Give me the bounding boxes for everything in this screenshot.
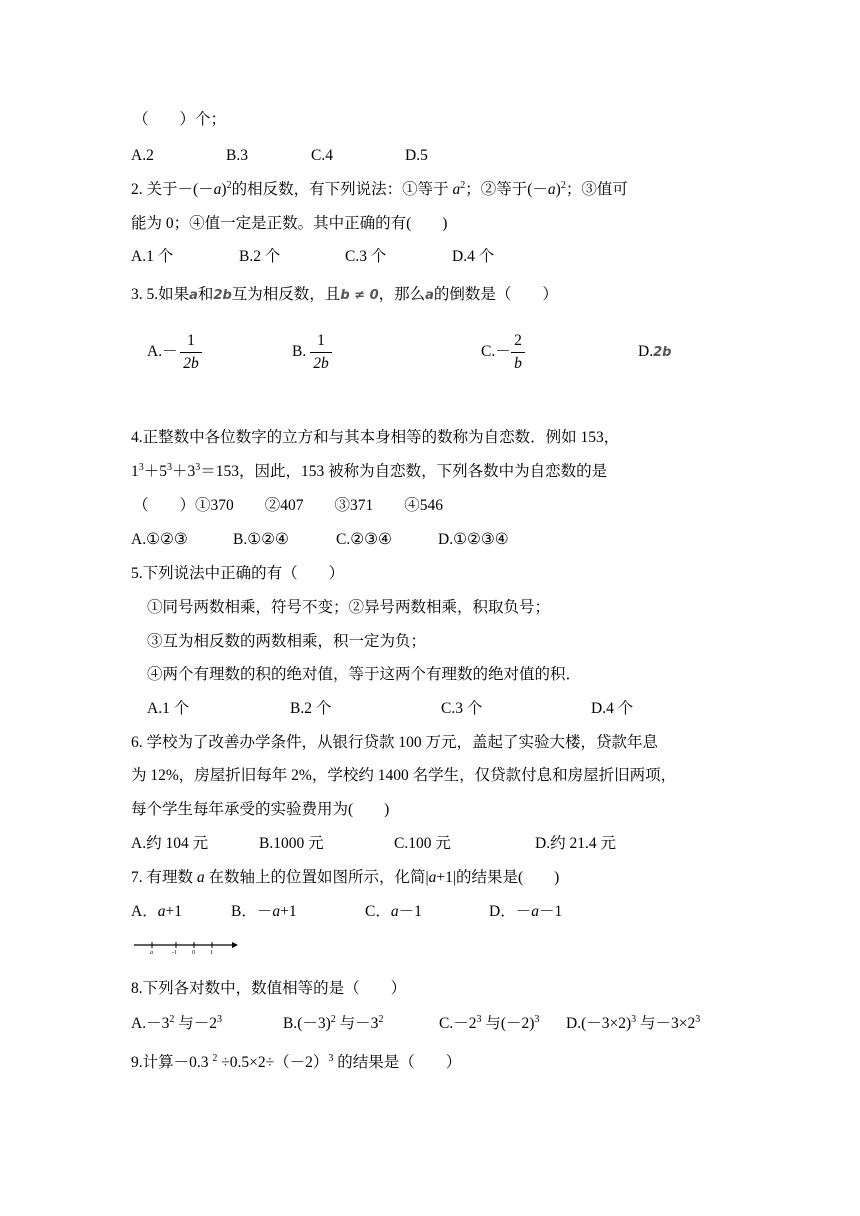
q6-option-c: C.100 元 [394,835,451,852]
q7-option-a: A．a+1 [131,903,182,920]
q4-stem-line2: $1^3+5^3+3^3=153$，因此，153 被称为自恋数，下列各数中为自恋数的是 [131,462,608,480]
q3-option-b-fraction: 1 2b [310,331,332,374]
q3-option-c-fraction: 2 b [511,331,525,374]
q4-stem-line1: 4.正整数中各位数字的立方和与其本身相等的数称为自恋数．例如 153， [131,429,620,446]
q1-option-d: D.5 [405,147,428,164]
q7-option-b: B．－a+1 [231,903,297,920]
q6-option-b: B.1000 元 [259,835,324,852]
q4-option-a: A.①②③ [131,531,188,548]
q2-stem-line1: 2. 关于$-(-a)^2$的相反数，有下列说法：①等于 $a^2$；②等于$(-a)^2$；③值可 [131,180,628,198]
q3-option-b-prefix: B. [292,343,307,360]
q6-stem-line3: 每个学生每年承受的实验费用为( ) [131,801,390,818]
q5-statement-4: ④两个有理数的积的绝对值，等于这两个有理数的绝对值的积． [147,666,582,683]
q3-stem: 3. 5.如果a和2b互为相反数，且b ≠ 0，那么a的倒数是（ ） [131,286,558,303]
q9-stem: 9.计算－0.3 $^2 \div 0.5\times 2\div(-2)^3$ 的结果是（ ） [131,1053,462,1071]
q4-option-d: D.①②③④ [438,531,509,548]
q3-option-a-prefix: A.－ [147,343,178,360]
q2-option-d: D.4 个 [452,248,495,265]
q7-option-d: D．－a－1 [489,903,563,920]
q1-option-b: B.3 [226,147,248,164]
q4-option-b: B.①②④ [233,531,289,548]
q2-stem-line2: 能为 0；④值一定是正数。其中正确的有( ) [131,215,448,232]
q6-stem-line1: 6. 学校为了改善办学条件，从银行贷款 100 万元，盖起了实验大楼，贷款年息 [131,734,659,751]
q6-option-a: A.约 104 元 [131,835,209,852]
q7-stem: 7. 有理数 a 在数轴上的位置如图所示，化简|a+1|的结果是( ) [131,869,560,886]
q4-stem-line3: （ ）①370 ②407 ③371 ④546 [133,497,444,514]
q7-option-c: C．a－1 [365,903,422,920]
label-a: a [150,950,153,956]
q5-option-b: B.2 个 [290,700,332,717]
q4-option-c: C.②③④ [336,531,392,548]
label-neg1: -1 [172,950,177,956]
label-1: 1 [210,950,213,956]
q2-option-c: C.3 个 [345,248,387,265]
q8-option-d: $D.(-3\times 2)^3$ 与$-3\times 2^3$ [566,1014,701,1032]
q5-statement-1-2: ①同号两数相乘，符号不变；②异号两数相乘，积取负号； [147,599,551,616]
q6-stem-line2: 为 12%，房屋折旧每年 2%，学校约 1400 名学生，仅贷款付息和房屋折旧两项， [131,767,677,784]
number-line-figure [132,938,242,956]
q2-option-a: A.1 个 [131,248,174,265]
q8-option-a: $A.-3^2$ 与$-2^3$ [131,1014,222,1032]
q1-stem-tail: （ ）个； [133,111,227,128]
q5-option-d: D.4 个 [591,700,634,717]
q1-option-a: A.2 [131,147,154,164]
q2-option-b: B.2 个 [239,248,281,265]
number-line-arrow [232,942,238,948]
q3-option-a-fraction: 1 2b [180,331,202,374]
q5-option-a: A.1 个 [147,700,190,717]
q1-option-c: C.4 [311,147,333,164]
q8-stem: 8.下列各对数中，数值相等的是（ ） [131,980,407,997]
q6-option-d: D.约 21.4 元 [535,835,616,852]
label-0: 0 [192,950,195,956]
q8-option-b: $B.(-3)^2$ 与$-3^2$ [283,1014,384,1032]
q3-option-c-prefix: C.－ [481,343,511,360]
q3-option-d: D.2b [638,343,672,360]
q8-option-c: $C.-2^3$ 与$(-2)^3$ [439,1014,540,1032]
q5-statement-3: ③互为相反数的两数相乘，积一定为负； [147,633,427,650]
q5-stem: 5.下列说法中正确的有（ ） [131,565,345,582]
q5-option-c: C.3 个 [441,700,483,717]
